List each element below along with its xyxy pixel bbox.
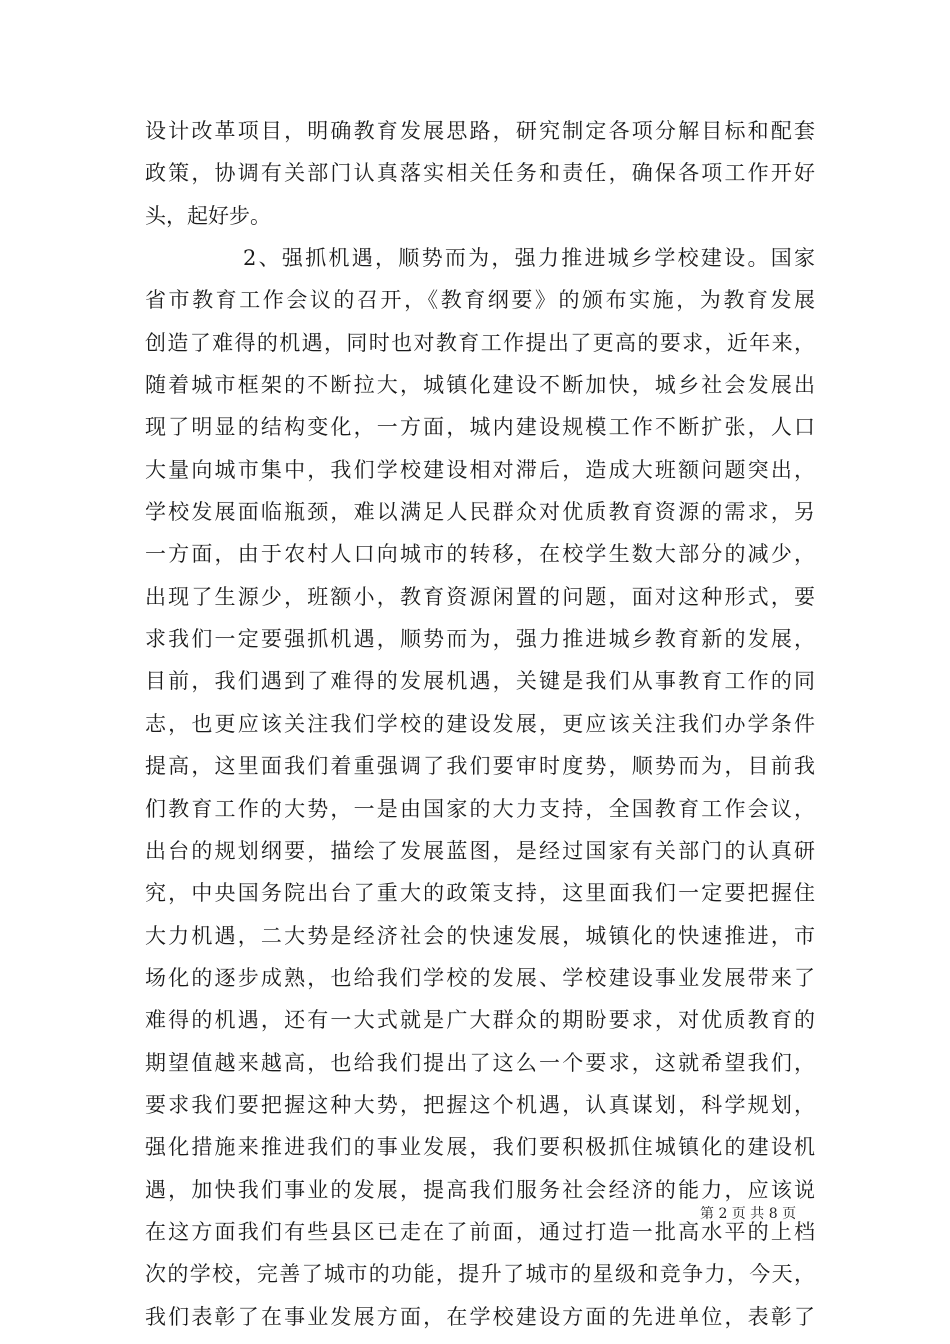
text-line: 学校发展面临瓶颈，难以满足人民群众对优质教育资源的需求，另 <box>145 500 815 525</box>
text-line: 遇，加快我们事业的发展，提高我们服务社会经济的能力，应该说 <box>145 1177 815 1202</box>
text-line: 大力机遇，二大势是经济社会的快速发展，城镇化的快速推进，市 <box>145 923 815 948</box>
text-line: 们教育工作的大势，一是由国家的大力支持，全国教育工作会议， <box>145 796 815 821</box>
text-line: 现了明显的结构变化，一方面，城内建设规模工作不断扩张，人口 <box>145 415 815 440</box>
document-body <box>145 110 815 1338</box>
text-line: 大量向城市集中，我们学校建设相对滞后，造成大班额问题突出， <box>145 457 815 482</box>
text-line: 我们表彰了在事业发展方面，在学校建设方面的先进单位，表彰了 <box>145 1304 815 1329</box>
text-line: 期望值越来越高，也给我们提出了这么一个要求，这就希望我们， <box>145 1050 815 1075</box>
text-line: 创造了难得的机遇，同时也对教育工作提出了更高的要求，近年来， <box>145 330 815 355</box>
text-line: 次的学校，完善了城市的功能，提升了城市的星级和竞争力，今天， <box>145 1262 815 1287</box>
text-line: 随着城市框架的不断拉大，城镇化建设不断加快，城乡社会发展出 <box>145 373 815 398</box>
text-line: 在这方面我们有些县区已走在了前面，通过打造一批高水平的上档 <box>145 1219 815 1244</box>
text-line: 提高，这里面我们着重强调了我们要审时度势，顺势而为，目前我 <box>145 754 815 779</box>
text-line: 强化措施来推进我们的事业发展，我们要积极抓住城镇化的建设机 <box>145 1135 815 1160</box>
text-line: 究，中央国务院出台了重大的政策支持，这里面我们一定要把握住 <box>145 881 815 906</box>
page-number-footer: 第 2 页 共 8 页 <box>700 1206 797 1222</box>
text-line: 一方面，由于农村人口向城市的转移，在校学生数大部分的减少， <box>145 542 815 567</box>
text-line: 省市教育工作会议的召开，《教育纲要》的颁布实施，为教育发展 <box>145 288 815 313</box>
text-line: 要求我们要把握这种大势，把握这个机遇，认真谋划，科学规划， <box>145 1092 815 1117</box>
text-line: 政策，协调有关部门认真落实相关任务和责任，确保各项工作开好 <box>145 161 815 186</box>
text-line: 目前，我们遇到了难得的发展机遇，关键是我们从事教育工作的同 <box>145 669 815 694</box>
text-line: 出台的规划纲要，描绘了发展蓝图，是经过国家有关部门的认真研 <box>145 838 815 863</box>
paragraph-start-line: 2、强抓机遇，顺势而为，强力推进城乡学校建设。国家 <box>243 246 815 271</box>
text-line: 头，起好步。 <box>145 203 271 228</box>
text-line: 志，也更应该关注我们学校的建设发展，更应该关注我们办学条件 <box>145 711 815 736</box>
text-line: 难得的机遇，还有一大式就是广大群众的期盼要求，对优质教育的 <box>145 1008 815 1033</box>
text-line: 求我们一定要强抓机遇，顺势而为，强力推进城乡教育新的发展， <box>145 627 815 652</box>
text-line: 出现了生源少，班额小，教育资源闲置的问题，面对这种形式，要 <box>145 584 815 609</box>
text-line: 设计改革项目，明确教育发展思路，研究制定各项分解目标和配套 <box>145 119 815 143</box>
text-line: 场化的逐步成熟，也给我们学校的发展、学校建设事业发展带来了 <box>145 965 815 990</box>
